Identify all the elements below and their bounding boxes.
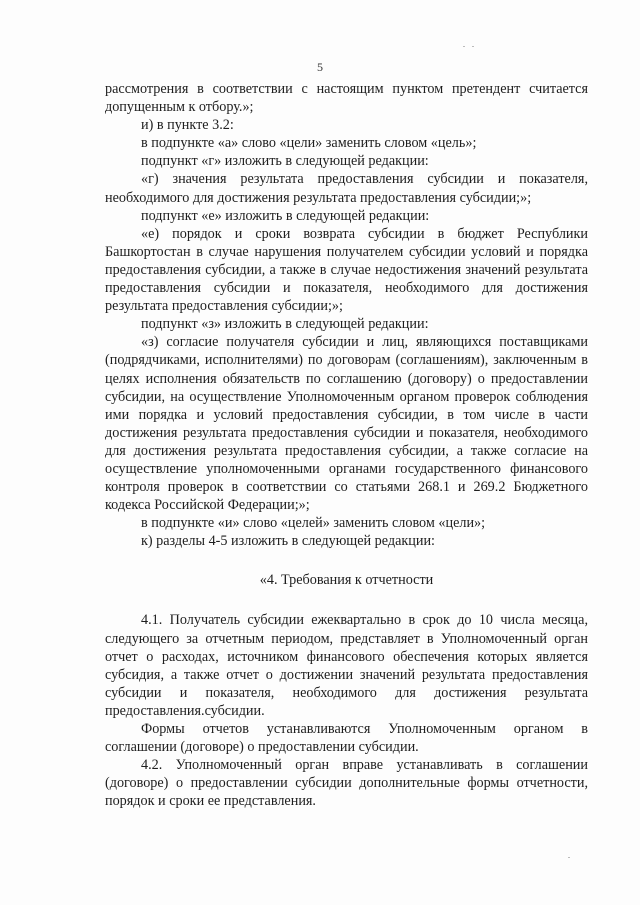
scan-speck xyxy=(568,857,570,858)
paragraph: подпункт «г» изложить в следующей редакции: xyxy=(141,153,429,170)
document-body xyxy=(105,80,588,810)
scan-speck xyxy=(472,46,474,47)
scan-speck xyxy=(463,46,465,47)
paragraph: «г) значения результата предоставления субсидии и показателя, необходимого для достижения результата предоставления субсидии;»; xyxy=(105,171,588,206)
paragraph: «з) согласие получателя субсидии и лиц, являющихся поставщиками (подрядчиками, исполнителями) по договорам (соглашениям), заключенным в целях исполнения обязательств по соглашению (договору) о предоставлении субсидии, на осуществление Уполномоченным органом проверок соблюдения ими порядка и условий предоставления субсидии, в том числе в части достижения результата предоставления субсидии и показателя, необходимого для достижения результата предоставления субсидии, а также согласие на осуществление уполномоченными органами государственного финансового контроля проверок в соответствии со статьями 268.1 и 269.2 Бюджетного кодекса Российской Федерации;»; xyxy=(105,334,588,514)
amendments-block xyxy=(105,80,588,550)
page-number: 5 xyxy=(317,60,323,74)
section-heading: «4. Требования к отчетности xyxy=(259,572,434,589)
paragraph: 4.1. Получатель субсидии ежеквартально в срок до 10 числа месяца, следующего за отчетным периодом, представляет в Уполномоченный орган отчет о расходах, источником финансового обеспечения которых является субсидия, а также отчет о достижении значений результата предоставления субсидии и показателя, необходимого для достижения результата предоставления.субсидии. xyxy=(105,612,588,719)
paragraph: «е) порядок и сроки возврата субсидии в бюджет Республики Башкортостан в случае нарушения получателем субсидии условий и порядка предоставления субсидии, а также в случае недостижения значений результата предоставления субсидии и показателя, необходимого для достижения результата предоставления субсидии;»; xyxy=(105,225,588,315)
paragraph: рассмотрения в соответствии с настоящим пунктом претендент считается допущенным к отбору.»; xyxy=(105,81,588,116)
paragraph: в подпункте «и» слово «целей» заменить словом «цели»; xyxy=(141,515,486,532)
paragraph: Формы отчетов устанавливаются Уполномоченным органом в соглашении (договоре) о предоставлении субсидии. xyxy=(105,721,588,756)
paragraph: к) разделы 4-5 изложить в следующей редакции: xyxy=(141,533,436,550)
paragraph: в подпункте «а» слово «цели» заменить словом «цель»; xyxy=(141,135,477,152)
paragraph: 4.2. Уполномоченный орган вправе устанавливать в соглашении (договоре) о предоставлении субсидии дополнительные формы отчетности, порядок и сроки ее представления. xyxy=(105,757,588,810)
paragraph: и) в пункте 3.2: xyxy=(141,117,234,134)
reporting-requirements-block xyxy=(105,611,588,810)
paragraph: подпункт «з» изложить в следующей редакции: xyxy=(141,316,429,333)
paragraph: подпункт «е» изложить в следующей редакции: xyxy=(141,207,430,224)
